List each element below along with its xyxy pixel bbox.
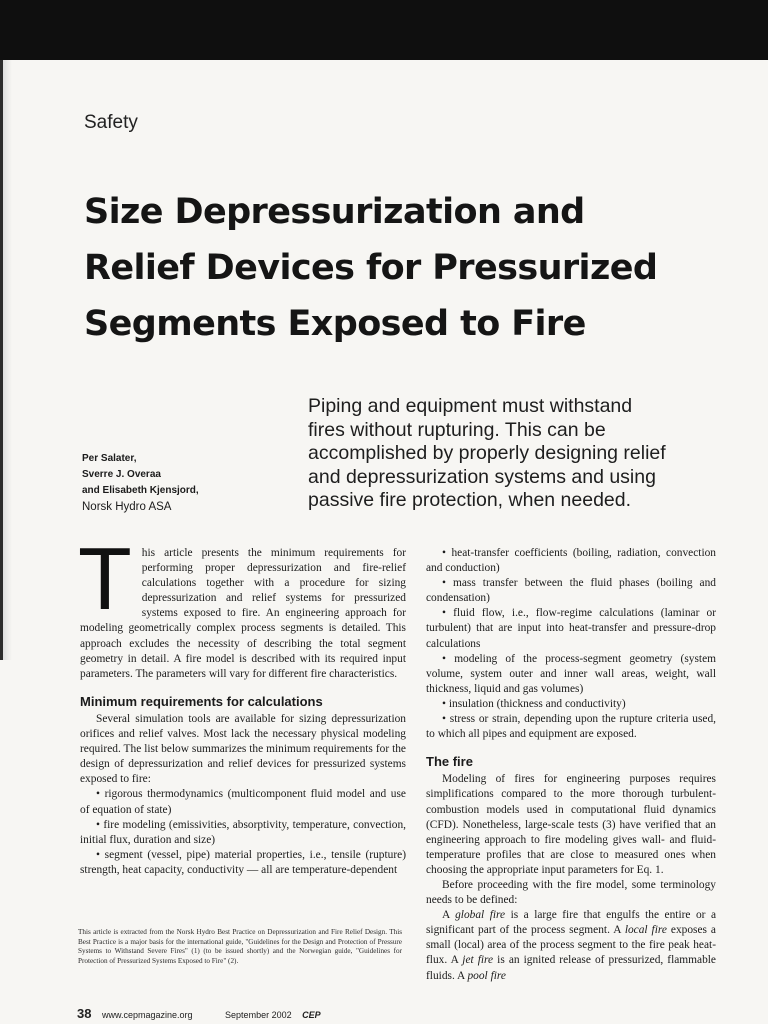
term-global-fire: global fire	[455, 909, 506, 922]
list-item: • rigorous thermodynamics (multicomponent fluid model and use of equation of state)	[80, 788, 406, 816]
subhead-the-fire: The fire	[426, 754, 473, 770]
body-paragraph: Several simulation tools are available for sizing depressurization orifices and relief valves. Most lack the necessary physical modeling required. The list below summarizes the minimum requirements for the design of depressurization and relief devices for pressurized systems exposed to fire:	[80, 712, 406, 786]
term-local-fire: local fire	[624, 924, 667, 937]
deck-line: fires without rupturing. This can be	[308, 418, 606, 441]
deck-line: accomplished by properly designing relief	[308, 442, 666, 464]
body-paragraph: Before proceeding with the fire model, some terminology needs to be defined:	[426, 878, 716, 907]
list-item: • fire modeling (emissivities, absorptivity, temperature, convection, initial flux, duration and size)	[80, 818, 406, 846]
right-column	[426, 546, 716, 984]
left-column	[78, 529, 406, 878]
term-jet-fire: jet fire	[462, 954, 494, 967]
intro-text: his article presents the minimum requirements for performing proper depressurization and fire-relief calculations together with a procedure for sizing depressurization and relief systems for pressurized systems exposed to fire. An engineering approach for modeling geometrically complex process segments is detailed. This approach excludes the necessity of describing the total segment geometry in detail. A fire model is described with its required input parameters. The parameters will vary for different fire characteristics.	[80, 547, 406, 680]
subhead-minimum-requirements: Minimum requirements for calculations	[80, 693, 323, 709]
footer-date: September 2002	[225, 1010, 292, 1020]
list-item: • heat-transfer coefficients (boiling, radiation, convection and conduction)	[426, 547, 716, 575]
body-paragraph: Modeling of fires for engineering purposes requires simplifications compared to the more thorough turbulent-combustion models used in computational fluid dynamics (CFD). Nonetheless, large-scale tests (3) have verified that an engineering approach to fire modeling gives wall- and fluid-temperature profiles that are close to measured ones when choosing the appropriate input parameters for Eq. 1.	[426, 773, 716, 876]
list-item: • stress or strain, depending upon the rupture criteria used, to which all pipes and equipment are exposed.	[426, 713, 716, 741]
section-label: Safety	[84, 112, 138, 133]
title-line: Segments Exposed to Fire	[84, 304, 586, 344]
drop-cap: T	[78, 529, 132, 628]
text-run: A	[442, 909, 456, 922]
title-line: Size Depressurization and	[84, 192, 585, 232]
page-footer	[77, 1006, 321, 1021]
list-item: • insulation (thickness and conductivity)	[442, 697, 626, 710]
term-pool-fire: pool fire	[467, 969, 506, 982]
title-line: Relief Devices for Pressurized	[84, 248, 658, 288]
scan-binding-edge	[0, 60, 12, 660]
text-run: is an ignited release of pressurized, flammable fluids. A	[426, 954, 716, 982]
footnote: This article is extracted from the Norsk Hydro Best Practice on Depressurization and Fire Relief Design. This Best Practice is a major basis for the international guide, "Guidelines for the Design and Protection of Pressure Systems to Withstand Severe Fires" (1) (to be issued shortly) and the Norwegian guide, "Guidelines for Protection of Pressurized Systems Exposed to Fire" (2).	[78, 928, 402, 965]
top-black-band	[0, 0, 768, 60]
text-run: exposes a small (local) area of the process segment to the fire peak heat-flux. A	[426, 924, 716, 967]
article-title	[84, 184, 744, 352]
page-number: 38	[77, 1006, 92, 1021]
deck-line: and depressurization systems and using	[308, 465, 656, 488]
author-byline	[82, 451, 199, 515]
footer-url: www.cepmagazine.org	[101, 1010, 193, 1020]
list-item: • fluid flow, i.e., flow-regime calculations (laminar or turbulent) that are input into heat-transfer and pressure-drop calculations	[426, 607, 716, 650]
author-name: and Elisabeth Kjensjord,	[82, 485, 199, 496]
deck-line: Piping and equipment must withstand	[308, 395, 633, 417]
footer-magazine: CEP	[302, 1010, 321, 1020]
list-item: • mass transfer between the fluid phases (boiling and condensation)	[426, 577, 716, 605]
author-affiliation: Norsk Hydro ASA	[82, 501, 172, 513]
article-deck	[308, 395, 728, 513]
intro-paragraph	[78, 529, 406, 682]
text-run: is a large fire that engulfs the entire or a significant part of the process segment. A	[426, 909, 716, 937]
list-item: • segment (vessel, pipe) material properties, i.e., tensile (rupture) strength, heat capacity, conductivity — all are temperature-dependent	[80, 848, 406, 876]
author-name: Sverre J. Overaa	[82, 469, 161, 480]
list-item: • modeling of the process-segment geometry (system volume, system outer and inner wall areas, weight, wall thickness, liquid and gas volumes)	[426, 652, 716, 695]
body-paragraph	[426, 908, 716, 983]
deck-line: passive fire protection, when needed.	[308, 489, 632, 511]
author-name: Per Salater,	[82, 453, 137, 464]
